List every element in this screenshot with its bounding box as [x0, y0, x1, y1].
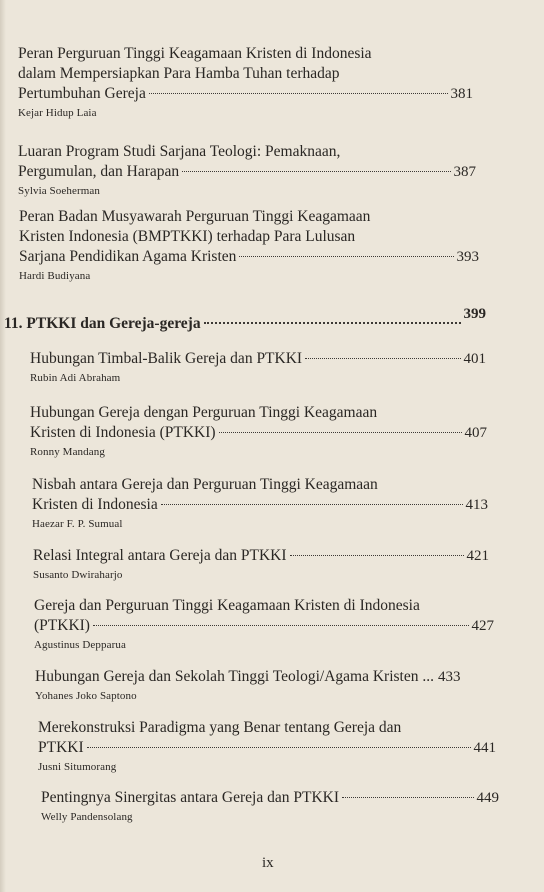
toc-entry [38, 718, 496, 774]
dot-leader [149, 93, 448, 94]
toc-entry-author: Sylvia Soeherman [18, 185, 100, 197]
dot-leader [182, 171, 450, 172]
dot-leader [239, 256, 453, 257]
toc-entry [35, 667, 495, 703]
toc-entry-author: Yohanes Joko Saptono [35, 690, 137, 702]
toc-entry [30, 349, 486, 385]
page-number: 381 [450, 86, 473, 102]
toc-entry [18, 44, 473, 120]
toc-entry [30, 403, 487, 459]
toc-entry-title: Hubungan Gereja dengan Perguruan Tinggi Keagamaan Kristen di Indonesia (PTKKI) 407 [30, 404, 487, 441]
toc-entry-title: Relasi Integral antara Gereja dan PTKKI 421 [33, 547, 489, 564]
page-number: 401 [463, 351, 486, 367]
toc-entry-author: Agustinus Depparua [34, 639, 126, 651]
dot-leader [161, 504, 463, 505]
toc-entry-author: Haezar F. P. Sumual [32, 518, 123, 530]
dot-leader [290, 555, 464, 556]
dot-leader [204, 322, 461, 324]
dot-leader [93, 625, 469, 626]
toc-entry-author: Ronny Mandang [30, 446, 105, 458]
toc-entry-author: Rubin Adi Abraham [30, 372, 121, 384]
page-number: 427 [471, 618, 494, 634]
toc-entry-author: Susanto Dwiraharjo [33, 569, 123, 581]
section-heading [4, 306, 486, 333]
dot-leader [305, 358, 460, 359]
page-number: 449 [476, 790, 499, 806]
toc-entry-author: Welly Pandensolang [41, 811, 133, 823]
page-number: 433 [438, 669, 461, 685]
page-number: 387 [453, 164, 476, 180]
toc-entry-title: Gereja dan Perguruan Tinggi Keagamaan Kristen di Indonesia (PTKKI) 427 [34, 597, 494, 634]
page-number: 421 [466, 548, 489, 564]
toc-entry-title: Hubungan Gereja dan Sekolah Tinggi Teologi/Agama Kristen ... 433 [35, 668, 461, 685]
toc-entry [19, 207, 479, 283]
dot-leader [342, 797, 473, 798]
toc-entry-title: Luaran Program Studi Sarjana Teologi: Pemaknaan, Pergumulan, dan Harapan 387 [18, 143, 476, 180]
page-edge-shadow [0, 0, 6, 892]
page-folio: ix [262, 855, 274, 871]
section-title: 11. PTKKI dan Gereja-gereja [4, 315, 201, 332]
toc-entry-title: Nisbah antara Gereja dan Perguruan Tinggi Keagamaan Kristen di Indonesia 413 [32, 476, 488, 513]
dot-leader [219, 432, 462, 433]
toc-entry [41, 788, 499, 824]
toc-entry [33, 546, 489, 582]
toc-entry-title: Peran Perguruan Tinggi Keagamaan Kristen di Indonesia dalam Mempersiapkan Para Hamba Tuhan terhadap Pertumbuhan Gereja 381 [18, 45, 473, 102]
page-number: 441 [473, 740, 496, 756]
page-number: 393 [456, 249, 479, 265]
toc-entry-title: Hubungan Timbal-Balik Gereja dan PTKKI 401 [30, 350, 486, 367]
toc-entry [32, 475, 488, 531]
toc-entry-author: Jusni Situmorang [38, 761, 117, 773]
toc-entry-title: Peran Badan Musyawarah Perguruan Tinggi Keagamaan Kristen Indonesia (BMPTKKI) terhadap Para Lulusan Sarjana Pendidikan Agama Kristen 393 [19, 208, 479, 265]
toc-entry-title: Pentingnya Sinergitas antara Gereja dan PTKKI 449 [41, 789, 499, 806]
toc-entry [34, 596, 494, 652]
toc-entry-author: Kejar Hidup Laia [18, 107, 97, 119]
toc-entry [18, 142, 476, 198]
page-number: 399 [463, 306, 486, 322]
toc-entry-author: Hardi Budiyana [19, 270, 91, 282]
page-number: 413 [465, 497, 488, 513]
page-number: 407 [464, 425, 487, 441]
toc-entry-title: Merekonstruksi Paradigma yang Benar tentang Gereja dan PTKKI 441 [38, 719, 496, 756]
dot-leader [87, 747, 471, 748]
